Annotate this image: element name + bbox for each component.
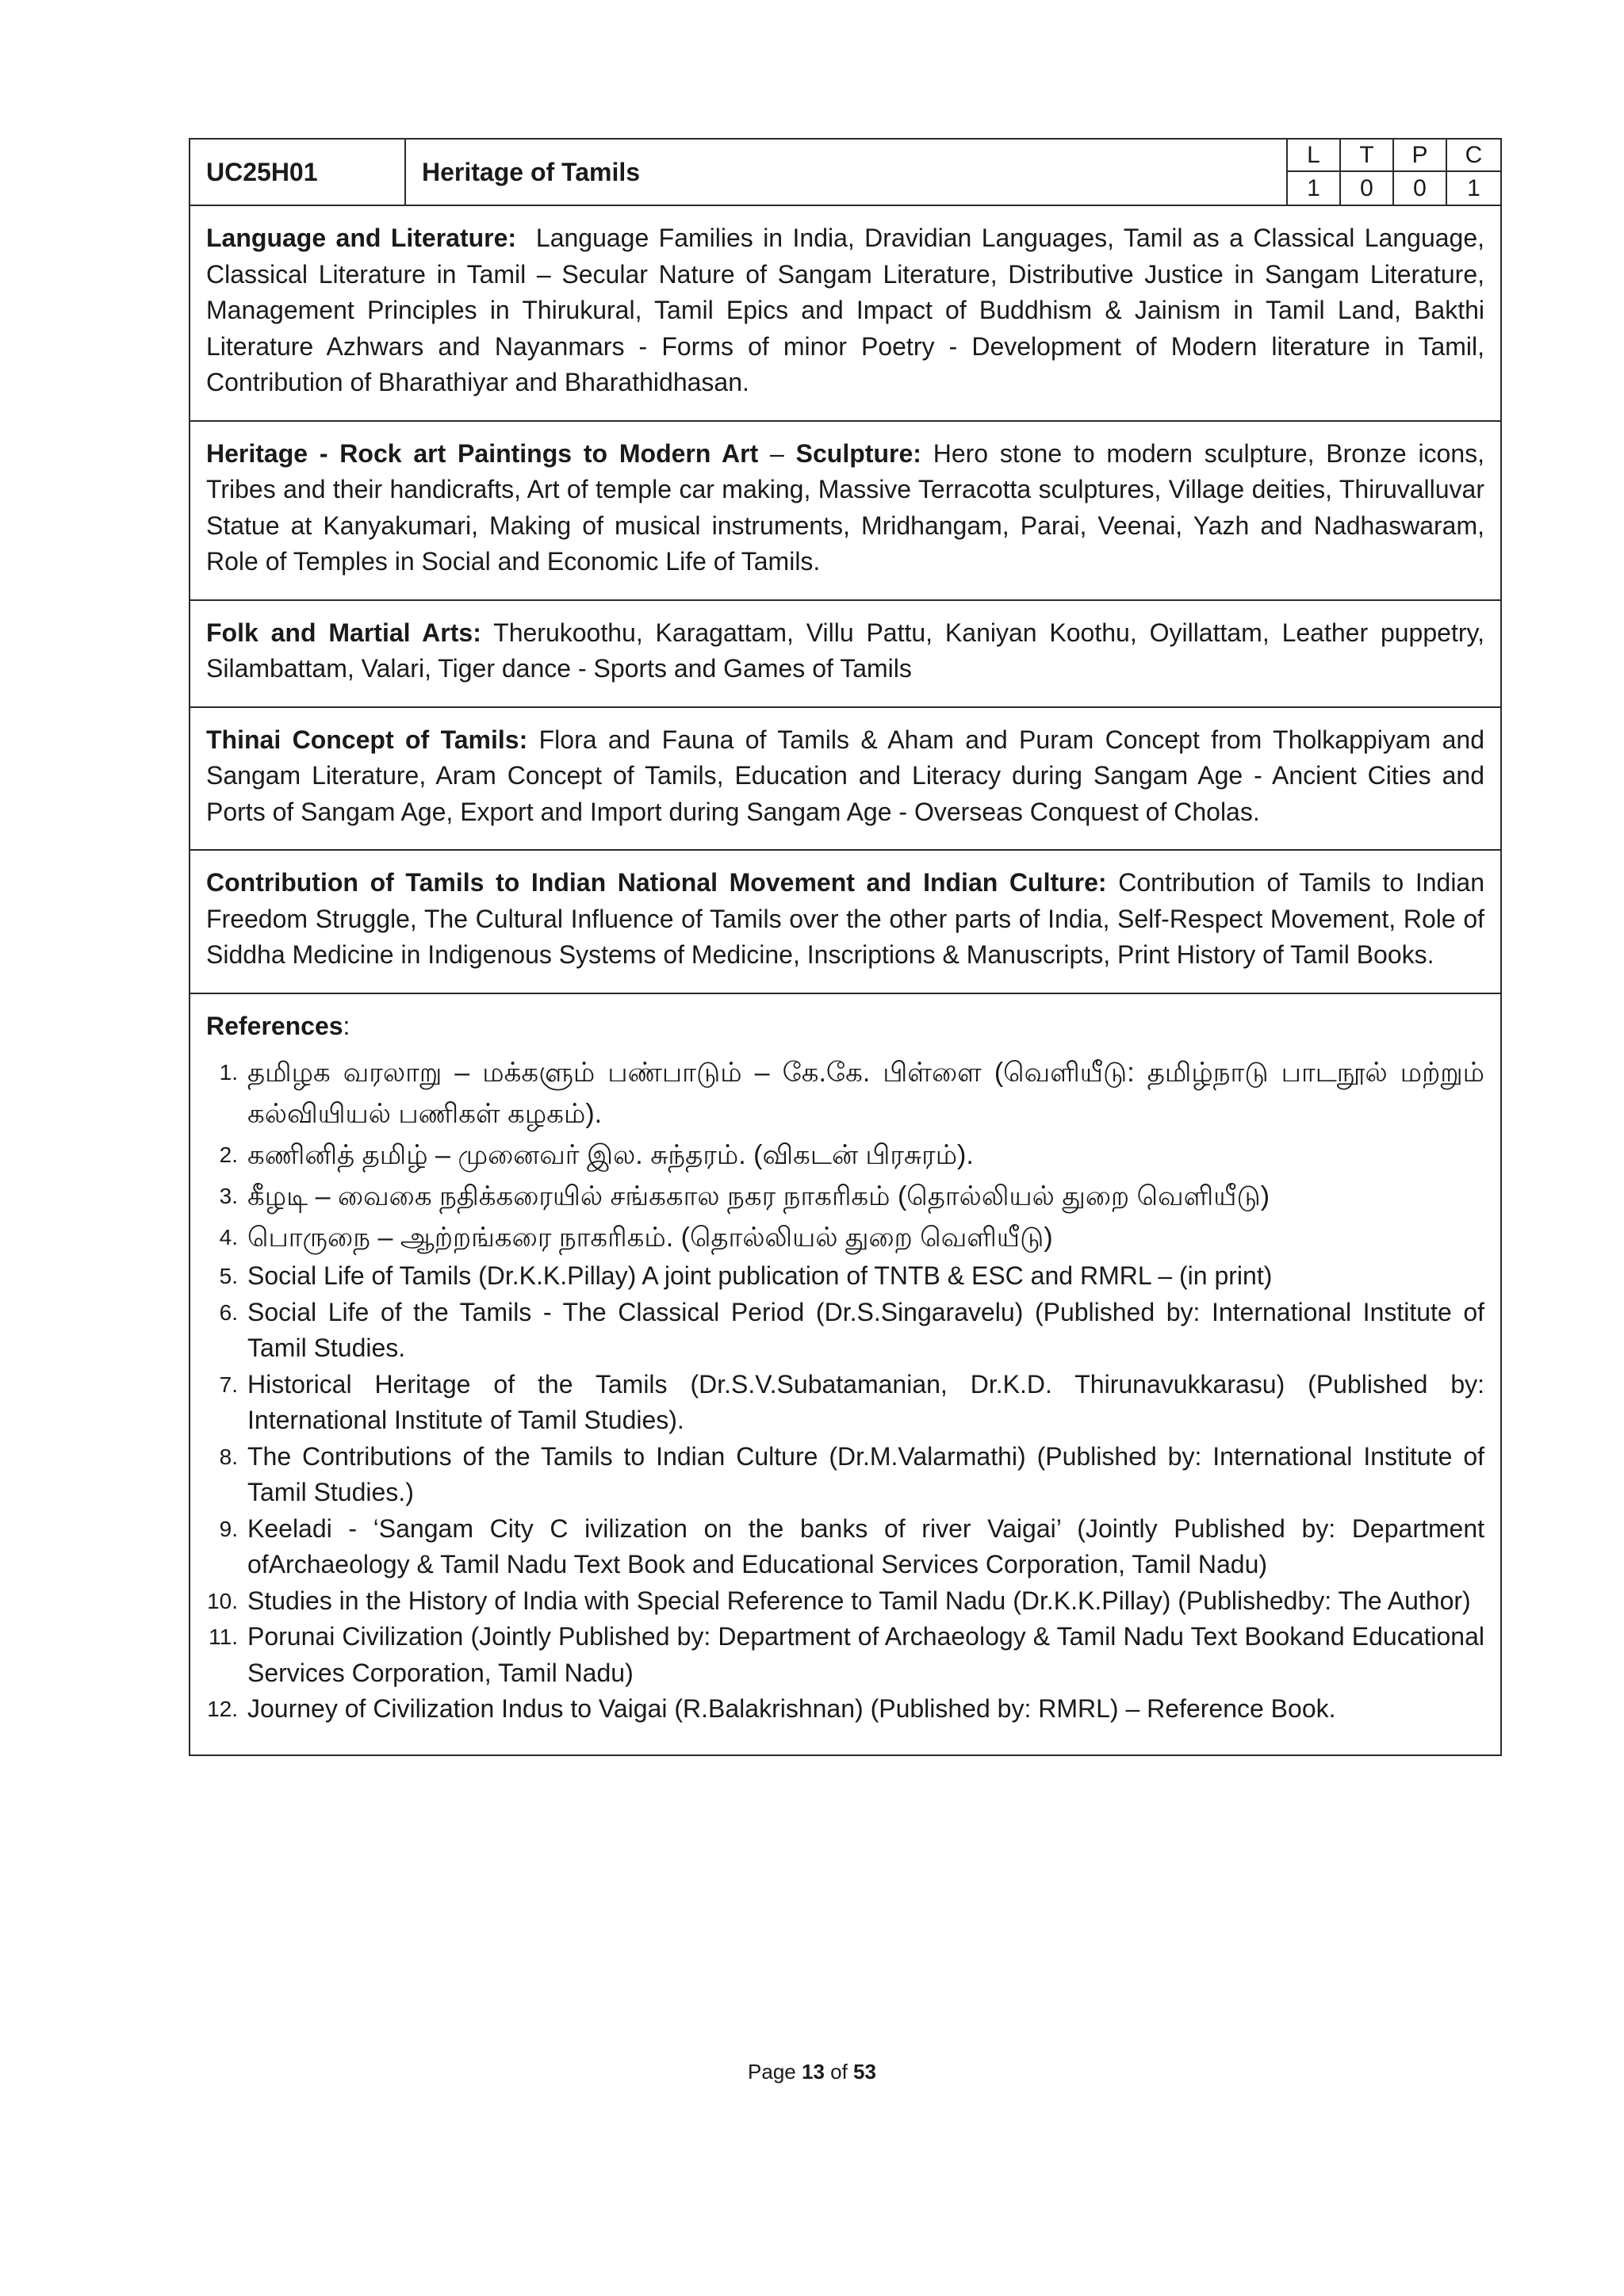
references-list (206, 1052, 1484, 1728)
course-code: UC25H01 (190, 140, 406, 205)
page-of: of (824, 2060, 854, 2084)
ltpc-header-c: C (1447, 140, 1500, 172)
reference-item (206, 1258, 1484, 1295)
section-heading: Heritage - Rock art Paintings to Modern Art (206, 438, 759, 468)
reference-text: கீழடி – வைகை நதிக்கரையில் சங்ககால நகர நாகரிகம் (தொல்லியல் துறை வெளியீடு) (247, 1181, 1270, 1211)
page-total: 53 (853, 2060, 876, 2084)
ltpc-grid (1286, 140, 1500, 205)
section-heritage-art (190, 422, 1500, 601)
reference-number: 9. (219, 1516, 238, 1541)
reference-text: Studies in the History of India with Special Reference to Tamil Nadu (Dr.K.K.Pillay) (Publishedby: The Author) (247, 1586, 1471, 1615)
reference-item (206, 1691, 1484, 1728)
reference-number: 6. (219, 1299, 238, 1325)
reference-text: Social Life of the Tamils - The Classical Period (Dr.S.Singaravelu) (Published by: International Institute of Tamil Studies. (247, 1297, 1484, 1362)
reference-number: 1. (219, 1060, 238, 1085)
ltpc-value-p: 0 (1394, 172, 1447, 205)
section-body: Hero stone to modern sculpture, Bronze icons, Tribes and their handicrafts, Art of temple car making, Massive Terracotta sculptures, Village deities, Thiruvalluvar Statue at Kanyakumari, Making of musical instruments, Mridhangam, Parai, Veenai, Yazh and Nadhaswaram, Role of Temples in Social and Economic Life of Tamils. (206, 438, 1485, 576)
ltpc-header-l: L (1288, 140, 1341, 172)
reference-text: கணினித் தமிழ் – முனைவர் இல. சுந்தரம். (விகடன் பிரசுரம்). (247, 1140, 974, 1170)
course-header-row (190, 140, 1500, 206)
section-body: Therukoothu, Karagattam, Villu Pattu, Kaniyan Koothu, Oyillattam, Leather puppetry, Silambattam, Valari, Tiger dance - Sports and Games of Tamils (206, 618, 1485, 683)
page-footer (0, 2060, 1624, 2084)
reference-number: 4. (219, 1225, 238, 1249)
reference-item (206, 1583, 1484, 1620)
references-colon: : (343, 1011, 350, 1040)
reference-number: 8. (219, 1444, 238, 1469)
page-label: Page (748, 2060, 802, 2084)
section-language-literature (190, 206, 1500, 422)
section-folk-martial-arts (190, 601, 1500, 708)
reference-item (206, 1619, 1484, 1691)
reference-text: தமிழக வரலாறு – மக்களும் பண்பாடும் – கே.கே. பிள்ளை (வெளியீடு: தமிழ்நாடு பாடநூல் மற்றும் கல்வியியல் பணிகள் கழகம்). (247, 1058, 1484, 1129)
section-heading: Folk and Martial Arts: (206, 618, 481, 647)
syllabus-table (189, 138, 1502, 1756)
reference-number: 10. (207, 1588, 238, 1613)
ltpc-value-l: 1 (1288, 172, 1341, 205)
course-title: Heritage of Tamils (422, 157, 641, 186)
reference-text: Social Life of Tamils (Dr.K.K.Pillay) A joint publication of TNTB & ESC and RMRL – (in print) (247, 1261, 1273, 1290)
reference-number: 2. (219, 1142, 238, 1167)
ltpc-header-p: P (1394, 140, 1447, 172)
ltpc-value-t: 0 (1341, 172, 1394, 205)
reference-item (206, 1295, 1484, 1367)
reference-text: Keeladi - ‘Sangam City C ivilization on the banks of river Vaigai’ (Jointly Published by: Department ofArchaeology & Tamil Nadu Text Book and Educational Services Corporation, Tamil Nadu) (247, 1513, 1484, 1578)
reference-number: 12. (207, 1697, 238, 1721)
ltpc-value-c: 1 (1467, 174, 1480, 201)
page-current: 13 (801, 2060, 825, 2084)
reference-text: பொருநை – ஆற்றங்கரை நாகரிகம். (தொல்லியல் துறை வெளியீடு) (247, 1223, 1053, 1253)
reference-item (206, 1176, 1484, 1217)
reference-item (206, 1052, 1484, 1135)
references-heading (206, 1008, 1484, 1045)
section-heading: Thinai Concept of Tamils: (206, 725, 528, 754)
reference-number: 11. (209, 1624, 238, 1649)
reference-text: Porunai Civilization (Jointly Published by: Department of Archaeology & Tamil Nadu Text Bookand Educational Services Corporation, Tamil Nadu) (247, 1622, 1484, 1687)
reference-number: 5. (219, 1264, 238, 1288)
section-heading: Language and Literature: (206, 224, 517, 252)
reference-item (206, 1135, 1484, 1176)
reference-number: 3. (219, 1184, 238, 1208)
references-title: References (206, 1011, 343, 1040)
reference-number: 7. (219, 1372, 238, 1397)
section-body: Contribution of Tamils to Indian Freedom Struggle, The Cultural Influence of Tamils over the other parts of India, Self-Respect Movement, Role of Siddha Medicine in Indigenous Systems of Medicine, Inscriptions & Manuscripts, Print History of Tamil Books. (206, 868, 1485, 969)
ltpc-header-t: T (1341, 140, 1394, 172)
section-heading-sculpture: Sculpture: (795, 438, 921, 468)
section-thinai-concept (190, 708, 1500, 851)
section-heading: Contribution of Tamils to Indian National Movement and Indian Culture: (206, 868, 1107, 897)
reference-item (206, 1217, 1484, 1258)
references-section (190, 994, 1500, 1755)
reference-text: Journey of Civilization Indus to Vaigai (R.Balakrishnan) (Published by: RMRL) – Reference Book. (247, 1694, 1336, 1723)
section-heading-dash: – (758, 438, 796, 468)
reference-text: Historical Heritage of the Tamils (Dr.S.V.Subatamanian, Dr.K.D. Thirunavukkarasu) (Published by: International Institute of Tamil Studies). (247, 1369, 1484, 1434)
section-body: Language Families in India, Dravidian Languages, Tamil as a Classical Language, Classical Literature in Tamil – Secular Nature of Sangam Literature, Distributive Justice in Sangam Literature, Management Principles in Thirukural, Tamil Epics and Impact of Buddhism & Jainism in Tamil Land, Bakthi Literature Azhwars and Nayanmars - Forms of minor Poetry - Development of Modern literature in Tamil, Contribution of Bharathiyar and Bharathidhasan. (206, 224, 1485, 396)
reference-item (206, 1439, 1484, 1511)
reference-item (206, 1367, 1484, 1439)
reference-text: The Contributions of the Tamils to Indian Culture (Dr.M.Valarmathi) (Published by: International Institute of Tamil Studies.) (247, 1441, 1484, 1506)
section-national-movement (190, 851, 1500, 994)
reference-item (206, 1511, 1484, 1583)
section-body: Flora and Fauna of Tamils & Aham and Puram Concept from Tholkappiyam and Sangam Literature, Aram Concept of Tamils, Education and Literacy during Sangam Age - Ancient Cities and Ports of Sangam Age, Export and Import during Sangam Age - Overseas Conquest of Cholas. (206, 725, 1485, 826)
